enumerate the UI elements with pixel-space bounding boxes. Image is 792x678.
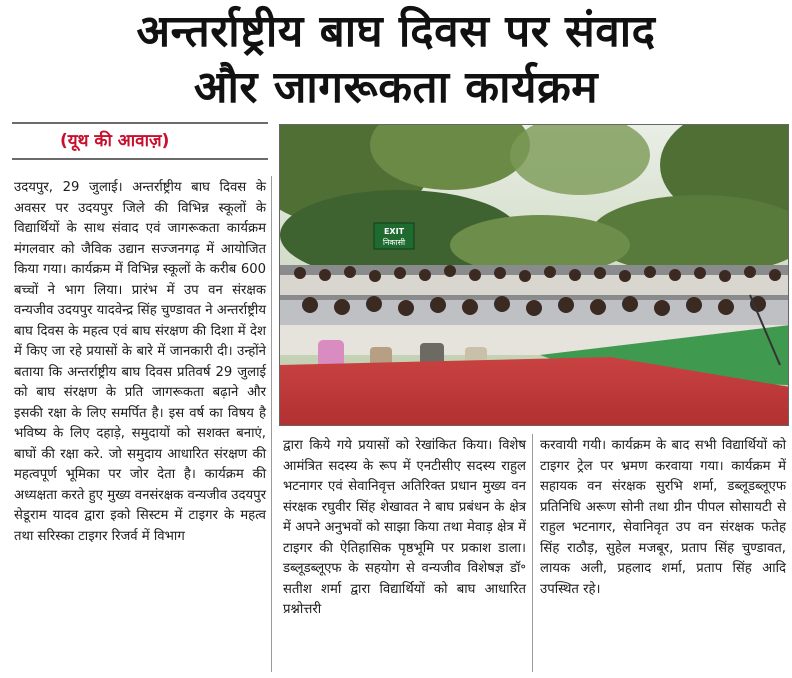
column-separator-1 xyxy=(271,176,272,672)
headline-line-1: अन्तर्राष्ट्रीय बाघ दिवस पर संवाद xyxy=(136,6,656,57)
exit-sign-label-hindi: निकासी xyxy=(382,238,406,247)
byline-bottom-rule xyxy=(12,158,268,160)
headline-line-2: और जागरूकता कार्यक्रम xyxy=(193,62,599,113)
article-column-3 xyxy=(540,436,786,600)
byline-top-rule xyxy=(12,122,268,124)
article-text-col3: करवायी गयी। कार्यक्रम के बाद सभी विद्यार्थियों को टाइगर ट्रेल पर भ्रमण करवाया गया। कार्यक्रम में सहायक वन संरक्षक सुरभि शर्मा, डब्लूडब्लूएफ प्रतिनिधि अरूण सोनी तथा ग्रीन पीपल सोसायटी से राहुल भटनागर, सेवानिवृत उप वन संरक्षक फतेह सिंह राठौड़, सुहेल मजबूर, प्रताप सिंह चुण्डावत, लायक अली, प्रहलाद शर्मा, प्रताप सिंह आदि उपस्थित रहे। xyxy=(540,438,786,597)
article-text-col1: उदयपुर, 29 जुलाई। अन्तर्राष्ट्रीय बाघ दिवस के अवसर पर उदयपुर जिले की विभिन्न स्कूलों के विद्यार्थियों के साथ संवाद एवं जागरूकता कार्यक्रम मंगलवार को जैविक उद्यान सज्जनगढ़ में आयोजित किया गया। कार्यक्रम में विभिन्न स्कूलों के करीब 600 बच्चों ने भाग लिया। प्रारंभ में उप वन संरक्षक वन्यजीव उदयपुर यादवेन्द्र सिंह चुण्डावत ने अन्तर्राष्ट्रीय बाघ दिवस के महत्व एवं बाघ संरक्षण की दिशा में देश में किए जा रहे प्रयासों के बारे में जानकारी दी। उन्होंने बताया कि अन्तर्राष्ट्रीय बाघ दिवस प्रतिवर्ष 29 जुलाई को बाघ संरक्षण के प्रति जागरूकता बढ़ाने और इसकी रक्षा के लिए समर्पित है। इस वर्ष का विषय है भविष्य के लिए दहाड़े, समुदायों को सशक्त बनाएं, बाघों की रक्षा करे. जो समुदाय आधारित संरक्षण की महत्वपूर्ण भूमिका पर जोर देता है। कार्यक्रम की अध्यक्षता करते हुए मुख्य वनसंरक्षक वन्यजीव उदयपुर सेडूराम यादव द्वारा इको सिस्टम में टाइगर के महत्व तथा सरिस्का टाइगर रिजर्व में विभाग xyxy=(14,180,266,544)
headline xyxy=(0,4,792,116)
exit-sign xyxy=(374,223,414,249)
article-text-col2: द्वारा किये गये प्रयासों को रेखांकित किया। विशेष आमंत्रित सदस्य के रूप में एनटीसीए सदस्य राहुल भटनागर एवं सेवानिवृत्त अतिरिक्त प्रधान मुख्य वन संरक्षक रघुवीर सिंह शेखावत ने बाघ प्रबंधन के क्षेत्र में अपने अनुभवों को साझा किया तथा मेवाड़ क्षेत्र में टाइगर की ऐतिहासिक पृष्ठभूमि पर प्रकाश डाला। डब्लूडब्लूएफ के सहयोग से वन्यजीव विशेषज्ञ डॉ॰ सतीश शर्मा द्वारा विद्यार्थियों को बाघ आधारित प्रश्नोत्तरी xyxy=(283,438,526,617)
event-photo-illustration xyxy=(280,125,789,426)
article-column-1 xyxy=(14,178,266,547)
event-photo xyxy=(279,124,789,426)
column-separator-2 xyxy=(532,434,533,672)
byline: (यूथ की आवाज़) xyxy=(60,131,170,151)
article-column-2 xyxy=(283,436,526,621)
exit-sign-label: EXIT xyxy=(383,227,405,236)
